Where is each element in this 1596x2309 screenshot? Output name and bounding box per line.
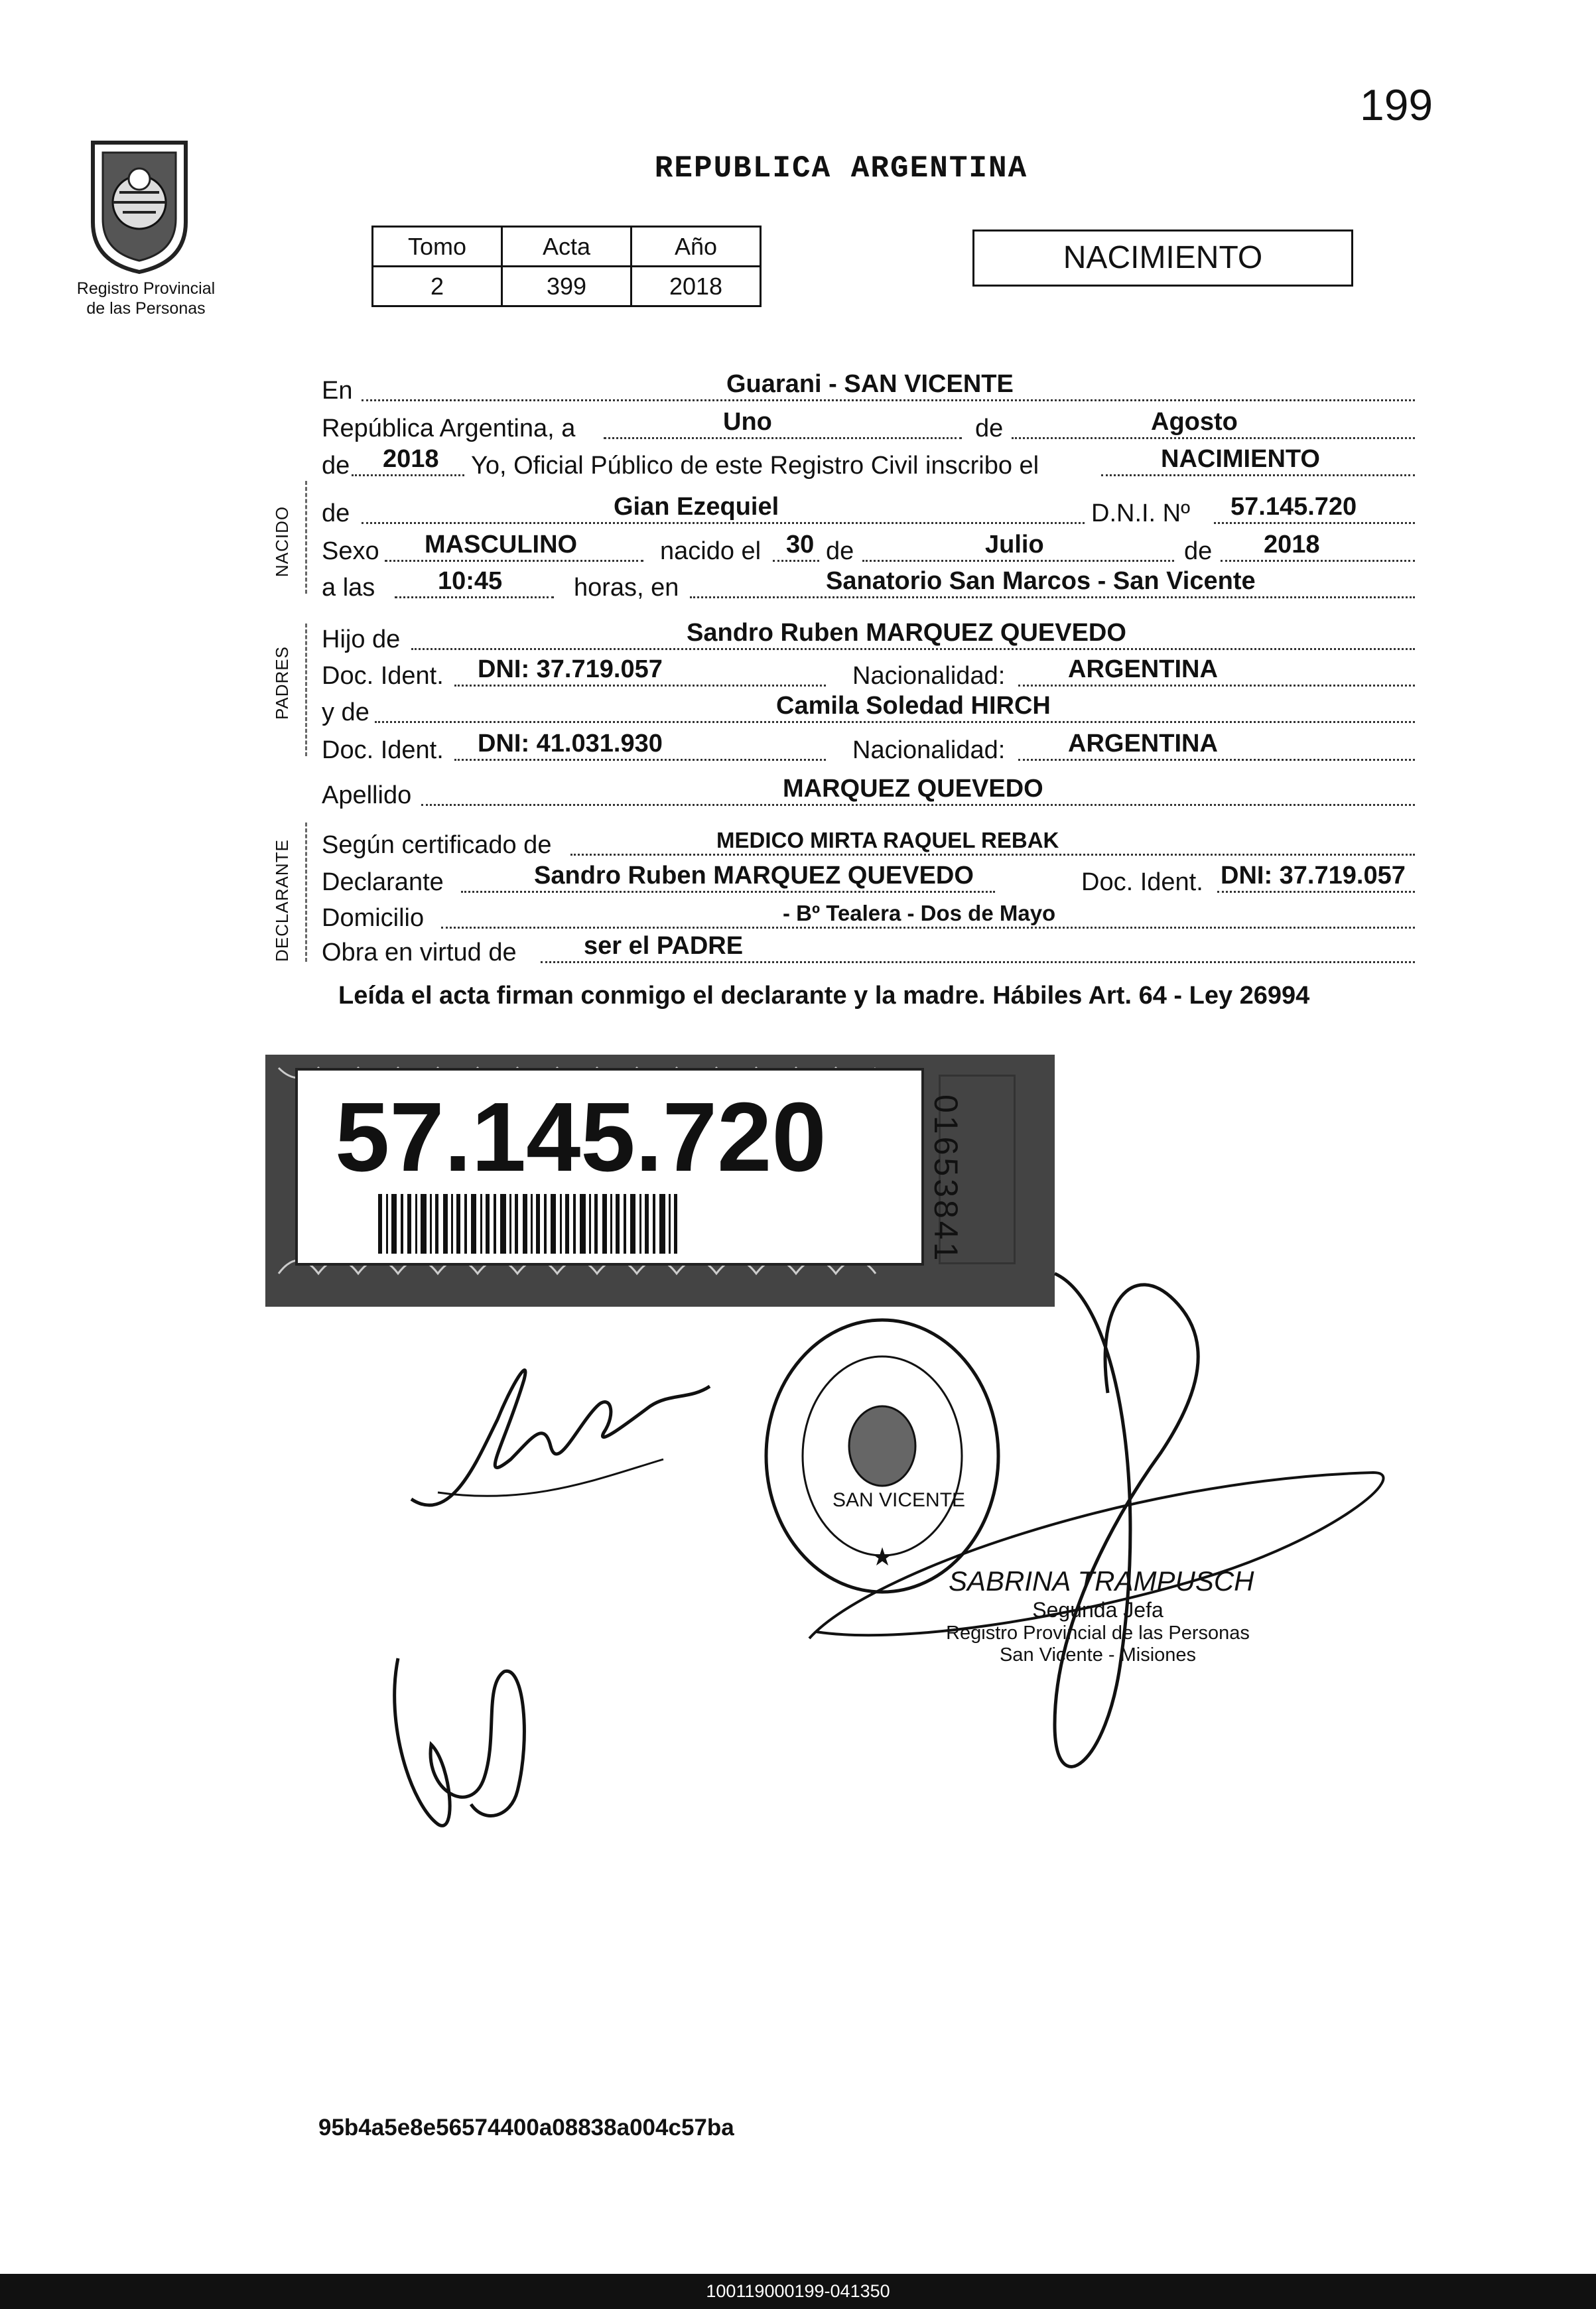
nombre-value: Gian Ezequiel bbox=[614, 493, 779, 521]
line-declarante: Declarante Sandro Ruben MARQUEZ QUEVEDO Doc. Ident. DNI: 37.719.057 bbox=[322, 860, 1416, 898]
anio-value: 2018 bbox=[383, 445, 439, 473]
domicilio-value: - Bº Tealera - Dos de Mayo bbox=[783, 901, 1056, 925]
declarant-signature bbox=[398, 1327, 743, 1539]
nacido-bracket bbox=[305, 481, 307, 594]
stamp-inner-text: SAN VICENTE bbox=[832, 1489, 966, 1511]
padre-nac-value: ARGENTINA bbox=[1068, 655, 1218, 683]
mes-value: Agosto bbox=[1151, 408, 1238, 436]
line-padre: Hijo de Sandro Ruben MARQUEZ QUEVEDO bbox=[322, 617, 1416, 655]
declarante-bracket bbox=[305, 823, 307, 962]
nac-dia-value: 30 bbox=[786, 531, 815, 559]
id-sticker-number: 57.145.720 bbox=[335, 1083, 827, 1192]
document-title: REPUBLICA ARGENTINA bbox=[654, 151, 1028, 186]
mother-signature bbox=[371, 1645, 557, 1844]
line-obra: Obra en virtud de ser el PADRE bbox=[322, 930, 1416, 968]
line-madre: y de Camila Soledad HIRCH bbox=[322, 690, 1416, 728]
line-apellido: Apellido MARQUEZ QUEVEDO bbox=[322, 773, 1416, 811]
hora-value: 10:45 bbox=[438, 567, 503, 595]
padres-bracket bbox=[305, 624, 307, 756]
anio-value: 2018 bbox=[632, 267, 761, 306]
nac-mes-value: Julio bbox=[985, 531, 1044, 559]
section-padres: PADRES bbox=[272, 646, 292, 720]
acta-header: Acta bbox=[502, 227, 632, 267]
tomo-value: 2 bbox=[373, 267, 502, 306]
padre-value: Sandro Ruben MARQUEZ QUEVEDO bbox=[687, 619, 1126, 647]
closing-note: Leída el acta firman conmigo el declarante y la madre. Hábiles Art. 64 - Ley 26994 bbox=[338, 982, 1310, 1010]
line-nombre: de Gian Ezequiel D.N.I. Nº 57.145.720 bbox=[322, 491, 1416, 529]
line-fecha: República Argentina, a Uno de Agosto bbox=[322, 406, 1416, 444]
barcode-icon bbox=[378, 1194, 750, 1254]
line-sexo: Sexo MASCULINO nacido el 30 de Julio de 2018 bbox=[322, 529, 1416, 567]
madre-value: Camila Soledad HIRCH bbox=[776, 692, 1051, 720]
line-en: En Guarani - SAN VICENTE bbox=[322, 368, 1416, 407]
dni-value: 57.145.720 bbox=[1230, 493, 1357, 521]
madre-doc-value: DNI: 41.031.930 bbox=[478, 730, 663, 758]
footer-code: 100119000199-041350 bbox=[0, 2274, 1596, 2309]
padre-doc-value: DNI: 37.719.057 bbox=[478, 655, 663, 683]
lugar-nac-value: Sanatorio San Marcos - San Vicente bbox=[826, 567, 1256, 595]
section-nacido: NACIDO bbox=[272, 505, 292, 577]
page-number: 199 bbox=[1360, 80, 1433, 129]
record-table bbox=[371, 226, 762, 307]
lugar-value: Guarani - SAN VICENTE bbox=[726, 370, 1014, 398]
inscribe-value: NACIMIENTO bbox=[1161, 445, 1320, 473]
line-domicilio: Domicilio - Bº Tealera - Dos de Mayo bbox=[322, 895, 1416, 934]
line-anio: de 2018 Yo, Oficial Público de este Registro Civil inscribo el NACIMIENTO bbox=[322, 443, 1416, 482]
official-stamp bbox=[756, 1313, 1008, 1599]
record-type-box: NACIMIENTO bbox=[972, 230, 1353, 287]
madre-nac-value: ARGENTINA bbox=[1068, 730, 1218, 758]
official-place: San Vicente - Misiones bbox=[999, 1644, 1197, 1666]
anio-header: Año bbox=[632, 227, 761, 267]
sexo-value: MASCULINO bbox=[425, 531, 578, 559]
official-org: Registro Provincial de las Personas bbox=[946, 1622, 1250, 1644]
official-name: SABRINA TRAMPUSCH bbox=[949, 1565, 1254, 1597]
logo-caption-1: Registro Provincial bbox=[76, 279, 216, 298]
line-padre-doc: Doc. Ident. DNI: 37.719.057 Nacionalidad: ARGENTINA bbox=[322, 653, 1416, 692]
certificado-value: MEDICO MIRTA RAQUEL REBAK bbox=[716, 828, 1059, 852]
line-madre-doc: Doc. Ident. DNI: 41.031.930 Nacionalidad: ARGENTINA bbox=[322, 728, 1416, 766]
tomo-header: Tomo bbox=[373, 227, 502, 267]
obra-value: ser el PADRE bbox=[584, 932, 744, 960]
official-role: Segunda Jefa bbox=[1032, 1598, 1164, 1622]
nac-anio-value: 2018 bbox=[1264, 531, 1320, 559]
apellido-value: MARQUEZ QUEVEDO bbox=[783, 775, 1043, 803]
line-certificado: Según certificado de MEDICO MIRTA RAQUEL REBAK bbox=[322, 823, 1416, 861]
dia-value: Uno bbox=[723, 408, 772, 436]
declarante-doc-value: DNI: 37.719.057 bbox=[1221, 862, 1406, 890]
svg-text:★: ★ bbox=[870, 1544, 894, 1571]
logo-caption-2: de las Personas bbox=[86, 299, 206, 318]
section-declarante: DECLARANTE bbox=[272, 839, 292, 962]
id-sticker-side-code: 01653841 bbox=[927, 1094, 964, 1264]
declarante-value: Sandro Ruben MARQUEZ QUEVEDO bbox=[534, 862, 974, 890]
line-hora: a las 10:45 horas, en Sanatorio San Marcos - San Vicente bbox=[322, 565, 1416, 604]
acta-value: 399 bbox=[502, 267, 632, 306]
document-hash: 95b4a5e8e56574400a08838a004c57ba bbox=[318, 2115, 734, 2141]
